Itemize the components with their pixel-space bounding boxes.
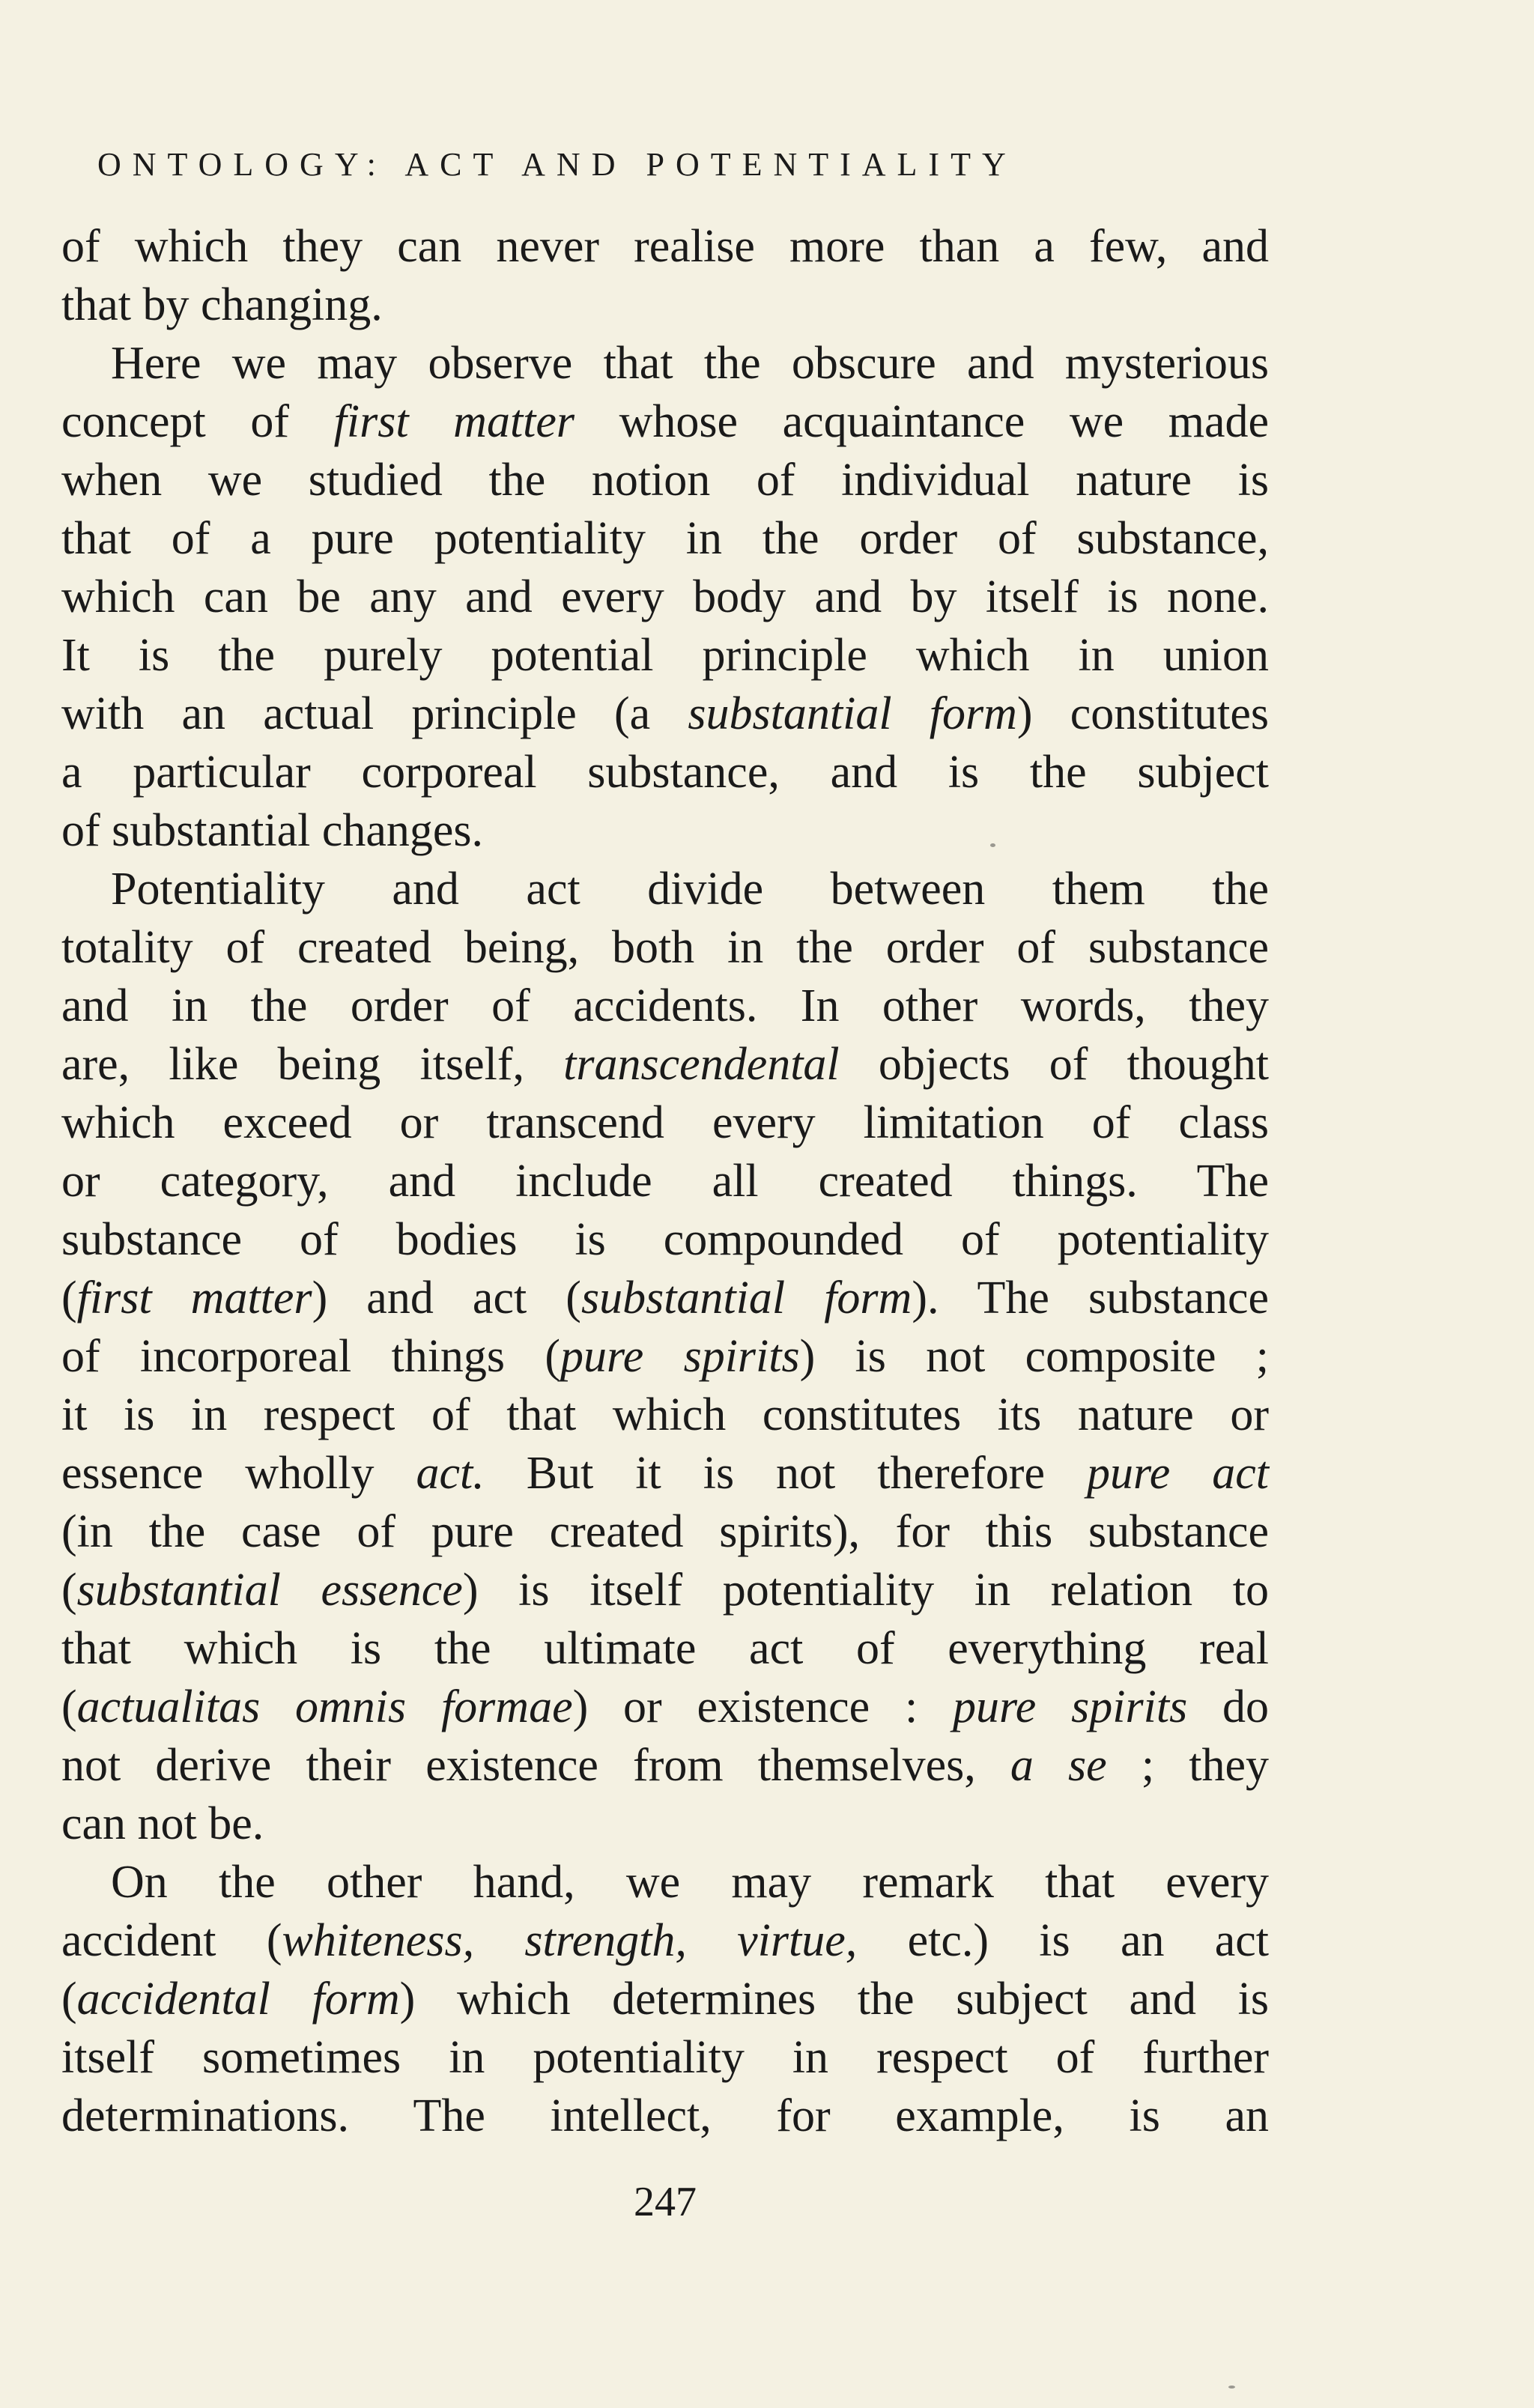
text-line: of substantial changes. bbox=[61, 805, 484, 856]
text-line: and in the order of accidents. In other words, they bbox=[61, 980, 1269, 1031]
italic-term: substantial form bbox=[688, 688, 1017, 739]
text-line: (substantial essence) is itself potentiality in relation to bbox=[61, 1565, 1269, 1616]
italic-term: substantial essence bbox=[76, 1565, 463, 1616]
text-line: determinations. The intellect, for example, is an bbox=[61, 2090, 1269, 2141]
italic-term: first matter bbox=[76, 1273, 312, 1323]
text-line: which exceed or transcend every limitation of class bbox=[61, 1097, 1269, 1148]
text-line: substance of bodies is compounded of potentiality bbox=[61, 1214, 1269, 1265]
text-line: Here we may observe that the obscure and mysterious bbox=[111, 338, 1269, 389]
italic-term: strength, bbox=[524, 1915, 687, 1966]
text-line: a particular corporeal substance, and is the subject bbox=[61, 747, 1269, 798]
text-line: it is in respect of that which constitutes its nature or bbox=[61, 1389, 1269, 1440]
italic-term: act. bbox=[416, 1448, 485, 1499]
text-line: which can be any and every body and by itself is none. bbox=[61, 571, 1269, 622]
text-line: of which they can never realise more than a few, and bbox=[61, 221, 1269, 272]
text-line: essence wholly act. But it is not therefore pure act bbox=[61, 1448, 1269, 1499]
italic-term: pure spirits bbox=[952, 1681, 1188, 1732]
text-line: On the other hand, we may remark that every bbox=[111, 1857, 1269, 1908]
body-text bbox=[61, 217, 1269, 2145]
text-line: that by changing. bbox=[61, 279, 383, 330]
print-speck bbox=[1228, 2386, 1235, 2389]
text-line: concept of first matter whose acquaintance we made bbox=[61, 396, 1269, 447]
text-line: (actualitas omnis formae) or existence : pure spirits do bbox=[61, 1681, 1270, 1732]
text-line: with an actual principle (a substantial form) constitutes bbox=[61, 688, 1269, 739]
text-line: totality of created being, both in the order of substance bbox=[61, 922, 1269, 973]
text-line: that which is the ultimate act of everything real bbox=[61, 1623, 1269, 1674]
text-line: (first matter) and act (substantial form). The substance bbox=[61, 1273, 1269, 1323]
italic-term: first matter bbox=[333, 396, 575, 447]
italic-term: virtue, bbox=[737, 1915, 858, 1966]
text-line: are, like being itself, transcendental objects of thought bbox=[61, 1039, 1269, 1090]
text-line: can not be. bbox=[61, 1798, 264, 1849]
italic-term: a se bbox=[1010, 1740, 1107, 1791]
text-line: Potentiality and act divide between them the bbox=[111, 864, 1269, 915]
text-line: that of a pure potentiality in the order of substance, bbox=[61, 513, 1269, 564]
italic-term: actualitas omnis formae bbox=[76, 1681, 573, 1732]
page-number: 247 bbox=[634, 2179, 697, 2225]
text-line: It is the purely potential principle which in union bbox=[61, 630, 1269, 681]
text-line: not derive their existence from themselves, a se ; they bbox=[61, 1740, 1269, 1791]
italic-term: transcendental bbox=[563, 1039, 840, 1090]
italic-term: pure spirits bbox=[560, 1331, 800, 1382]
text-line: when we studied the notion of individual nature is bbox=[61, 455, 1269, 506]
italic-term: pure act bbox=[1086, 1448, 1269, 1499]
text-line: or category, and include all created things. The bbox=[61, 1156, 1269, 1207]
italic-term: substantial form bbox=[580, 1273, 912, 1323]
italic-term: accidental form bbox=[76, 1974, 400, 2025]
print-speck bbox=[990, 843, 995, 847]
text-line: itself sometimes in potentiality in respect of further bbox=[61, 2032, 1269, 2083]
text-line: (in the case of pure created spirits), for this substance bbox=[61, 1506, 1269, 1557]
text-line: of incorporeal things (pure spirits) is not composite ; bbox=[61, 1331, 1269, 1382]
italic-term: whiteness, bbox=[282, 1915, 475, 1966]
text-line: (accidental form) which determines the subject and is bbox=[61, 1974, 1269, 2025]
running-head: ONTOLOGY: ACT AND POTENTIALITY bbox=[97, 146, 1017, 183]
text-line: accident (whiteness, strength, virtue, etc.) is an act bbox=[61, 1915, 1270, 1966]
